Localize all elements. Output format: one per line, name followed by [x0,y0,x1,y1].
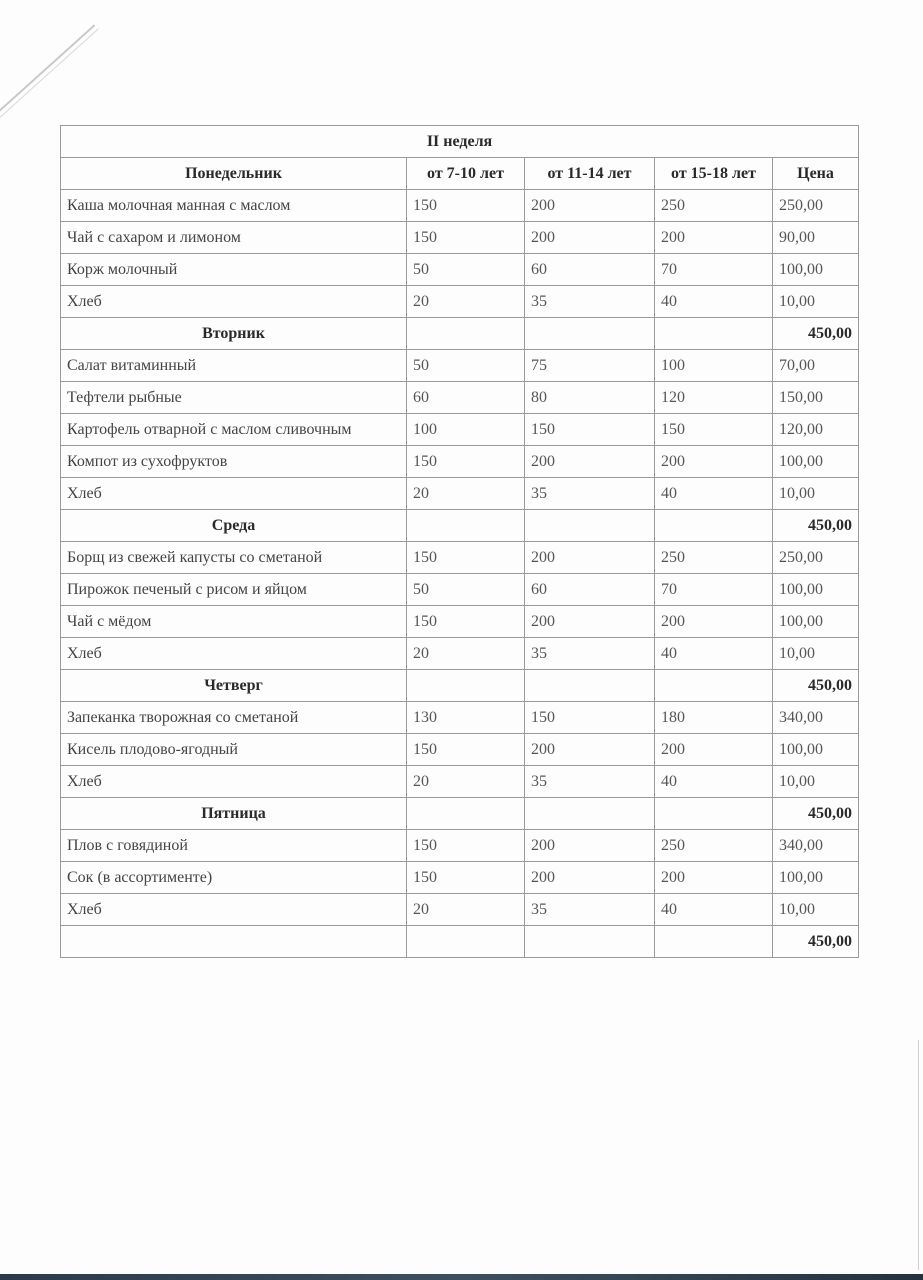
final-total: 450,00 [773,926,859,958]
price: 90,00 [773,222,859,254]
portion-11-14: 200 [525,862,655,894]
portion-7-10: 150 [407,830,525,862]
price: 10,00 [773,478,859,510]
dish-name: Хлеб [61,286,407,318]
day-total: 450,00 [773,798,859,830]
portion-11-14: 80 [525,382,655,414]
portion-7-10: 50 [407,254,525,286]
dish-name: Кисель плодово-ягодный [61,734,407,766]
price: 150,00 [773,382,859,414]
price: 100,00 [773,254,859,286]
portion-15-18: 250 [655,190,773,222]
portion-11-14: 150 [525,414,655,446]
empty-cell [407,798,525,830]
portion-7-10: 50 [407,350,525,382]
portion-15-18: 180 [655,702,773,734]
column-header: от 7-10 лет [407,158,525,190]
portion-15-18: 250 [655,542,773,574]
day-total: 450,00 [773,670,859,702]
price: 10,00 [773,286,859,318]
column-header: от 15-18 лет [655,158,773,190]
dish-name: Корж молочный [61,254,407,286]
portion-15-18: 120 [655,382,773,414]
portion-7-10: 150 [407,222,525,254]
empty-cell [655,318,773,350]
day-header-row [61,798,859,830]
portion-7-10: 20 [407,766,525,798]
portion-11-14: 200 [525,222,655,254]
day-header-row [61,318,859,350]
portion-15-18: 40 [655,766,773,798]
portion-15-18: 70 [655,574,773,606]
dish-name: Салат витаминный [61,350,407,382]
portion-15-18: 200 [655,222,773,254]
day-total: 450,00 [773,510,859,542]
portion-7-10: 150 [407,446,525,478]
day-name: Среда [61,510,407,542]
table-row [61,382,859,414]
price: 100,00 [773,446,859,478]
portion-15-18: 40 [655,894,773,926]
portion-7-10: 150 [407,862,525,894]
empty-cell [407,318,525,350]
portion-11-14: 60 [525,574,655,606]
empty-cell [655,926,773,958]
dish-name: Картофель отварной с маслом сливочным [61,414,407,446]
final-total-row [61,926,859,958]
table-row [61,286,859,318]
dish-name: Хлеб [61,478,407,510]
table-row [61,478,859,510]
dish-name: Плов с говядиной [61,830,407,862]
portion-15-18: 200 [655,446,773,478]
empty-cell [525,926,655,958]
portion-11-14: 35 [525,478,655,510]
price: 100,00 [773,606,859,638]
price: 100,00 [773,574,859,606]
table-row [61,606,859,638]
price: 120,00 [773,414,859,446]
table-row [61,542,859,574]
day-name: Пятница [61,798,407,830]
portion-7-10: 100 [407,414,525,446]
dish-name: Чай с мёдом [61,606,407,638]
day-name: Понедельник [61,158,407,190]
price: 100,00 [773,734,859,766]
dish-name: Чай с сахаром и лимоном [61,222,407,254]
portion-7-10: 130 [407,702,525,734]
portion-7-10: 20 [407,286,525,318]
portion-15-18: 40 [655,478,773,510]
day-header-row [61,670,859,702]
portion-15-18: 200 [655,606,773,638]
dish-name: Каша молочная манная с маслом [61,190,407,222]
portion-11-14: 35 [525,286,655,318]
table-row [61,734,859,766]
portion-11-14: 200 [525,446,655,478]
empty-cell [407,670,525,702]
portion-7-10: 20 [407,478,525,510]
portion-11-14: 60 [525,254,655,286]
portion-7-10: 150 [407,734,525,766]
empty-cell [61,926,407,958]
portion-11-14: 35 [525,894,655,926]
dish-name: Борщ из свежей капусты со сметаной [61,542,407,574]
portion-7-10: 50 [407,574,525,606]
dish-name: Хлеб [61,894,407,926]
empty-cell [655,510,773,542]
dish-name: Тефтели рыбные [61,382,407,414]
portion-11-14: 200 [525,542,655,574]
portion-11-14: 200 [525,606,655,638]
table-row [61,766,859,798]
table-row [61,350,859,382]
portion-7-10: 20 [407,638,525,670]
empty-cell [655,798,773,830]
table-row [61,190,859,222]
price: 10,00 [773,638,859,670]
day-total: 450,00 [773,318,859,350]
dish-name: Сок (в ассортименте) [61,862,407,894]
menu-table [60,125,859,958]
day-header-row [61,510,859,542]
dish-name: Хлеб [61,638,407,670]
price: 340,00 [773,830,859,862]
dish-name: Пирожок печеный с рисом и яйцом [61,574,407,606]
portion-15-18: 250 [655,830,773,862]
portion-7-10: 60 [407,382,525,414]
table-row [61,702,859,734]
column-header: от 11-14 лет [525,158,655,190]
empty-cell [525,318,655,350]
price: 250,00 [773,542,859,574]
price: 10,00 [773,766,859,798]
price: 250,00 [773,190,859,222]
table-row [61,638,859,670]
portion-15-18: 40 [655,638,773,670]
table-row [61,414,859,446]
table-row [61,446,859,478]
table-row [61,254,859,286]
portion-15-18: 150 [655,414,773,446]
day-name: Вторник [61,318,407,350]
portion-15-18: 40 [655,286,773,318]
portion-15-18: 200 [655,734,773,766]
day-header-row [61,158,859,190]
table-row [61,830,859,862]
portion-15-18: 100 [655,350,773,382]
table-row [61,222,859,254]
portion-11-14: 75 [525,350,655,382]
scanner-edge [0,1274,923,1280]
portion-7-10: 20 [407,894,525,926]
portion-7-10: 150 [407,542,525,574]
portion-11-14: 200 [525,830,655,862]
price: 70,00 [773,350,859,382]
portion-11-14: 200 [525,734,655,766]
portion-15-18: 70 [655,254,773,286]
empty-cell [525,670,655,702]
portion-7-10: 150 [407,606,525,638]
table-row [61,894,859,926]
portion-11-14: 35 [525,766,655,798]
paper-edge [918,1040,919,1270]
empty-cell [407,926,525,958]
empty-cell [655,670,773,702]
table-row [61,574,859,606]
portion-7-10: 150 [407,190,525,222]
dish-name: Компот из сухофруктов [61,446,407,478]
price: 10,00 [773,894,859,926]
table-row [61,862,859,894]
price: 100,00 [773,862,859,894]
dish-name: Хлеб [61,766,407,798]
day-name: Четверг [61,670,407,702]
portion-11-14: 35 [525,638,655,670]
portion-15-18: 200 [655,862,773,894]
week-title-row [61,126,859,158]
dish-name: Запеканка творожная со сметаной [61,702,407,734]
week-title: II неделя [61,126,859,158]
empty-cell [407,510,525,542]
portion-11-14: 200 [525,190,655,222]
column-header: Цена [773,158,859,190]
empty-cell [525,510,655,542]
empty-cell [525,798,655,830]
portion-11-14: 150 [525,702,655,734]
price: 340,00 [773,702,859,734]
paper-fold-mark-shadow [0,28,99,122]
